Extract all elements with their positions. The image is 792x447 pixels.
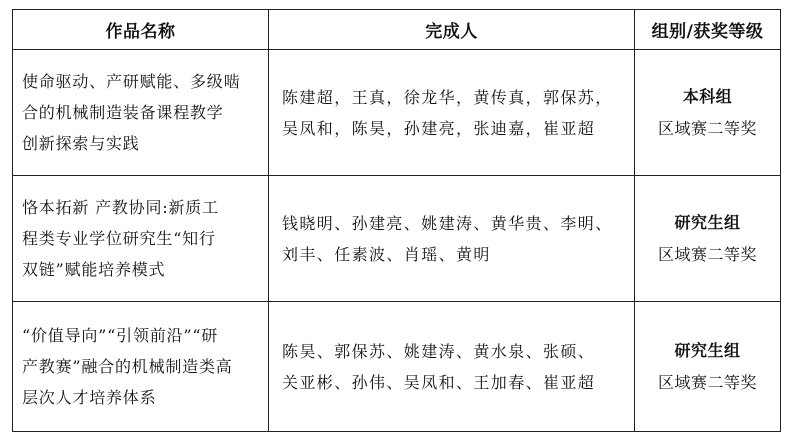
work-title-cell	[13, 302, 269, 432]
members-cell	[269, 176, 635, 302]
award-cell	[635, 302, 781, 432]
work-title-line: 合的机械制造装备课程教学	[22, 103, 224, 122]
award-table	[12, 9, 781, 432]
table-row	[13, 50, 781, 176]
award-cell	[635, 176, 781, 302]
award-level: 区域赛二等奖	[657, 372, 757, 392]
award-level: 区域赛二等奖	[657, 118, 757, 138]
award-group: 研究生组	[674, 212, 741, 232]
members-line: 陈昊、郭保苏、姚建涛、黄水泉、张硕、	[282, 341, 596, 361]
members-line: 刘丰、任素波、肖瑶、黄明	[282, 244, 491, 264]
work-title-cell	[13, 176, 269, 302]
work-title-line: 恪本拓新 产教协同:新质工	[22, 198, 219, 217]
members-cell	[269, 50, 635, 176]
members-cell	[269, 302, 635, 432]
members-line: 吴凤和，陈昊，孙建亮，张迪嘉，崔亚超	[282, 118, 596, 138]
work-title-line: 使命驱动、产研赋能、多级啮	[22, 72, 241, 91]
members-line: 关亚彬、孙伟、吴凤和、王加春、崔亚超	[282, 372, 596, 392]
work-title-line: 双链”赋能培养模式	[22, 260, 166, 279]
award-level: 区域赛二等奖	[657, 244, 757, 264]
header-title: 作品名称	[13, 10, 269, 50]
work-title-line: 创新探索与实践	[22, 134, 140, 153]
award-group: 研究生组	[674, 340, 741, 360]
table-header-row	[13, 10, 781, 50]
members-line: 陈建超，王真，徐龙华，黄传真，郭保苏，	[282, 87, 613, 107]
work-title-line: 层次人才培养体系	[22, 388, 157, 407]
table-row	[13, 176, 781, 302]
work-title-line: 程类专业学位研究生“知行	[22, 229, 216, 248]
table-row	[13, 302, 781, 432]
award-cell	[635, 50, 781, 176]
members-line: 钱晓明、孙建亮、姚建涛、黄华贵、李明、	[282, 213, 613, 233]
work-title-line: “价值导向”“引领前沿”“研	[22, 326, 219, 345]
award-group: 本科组	[682, 86, 733, 106]
work-title-cell	[13, 50, 269, 176]
header-award: 组别/获奖等级	[635, 10, 781, 50]
work-title-line: 产教赛”融合的机械制造类高	[22, 357, 233, 376]
header-members: 完成人	[269, 10, 635, 50]
